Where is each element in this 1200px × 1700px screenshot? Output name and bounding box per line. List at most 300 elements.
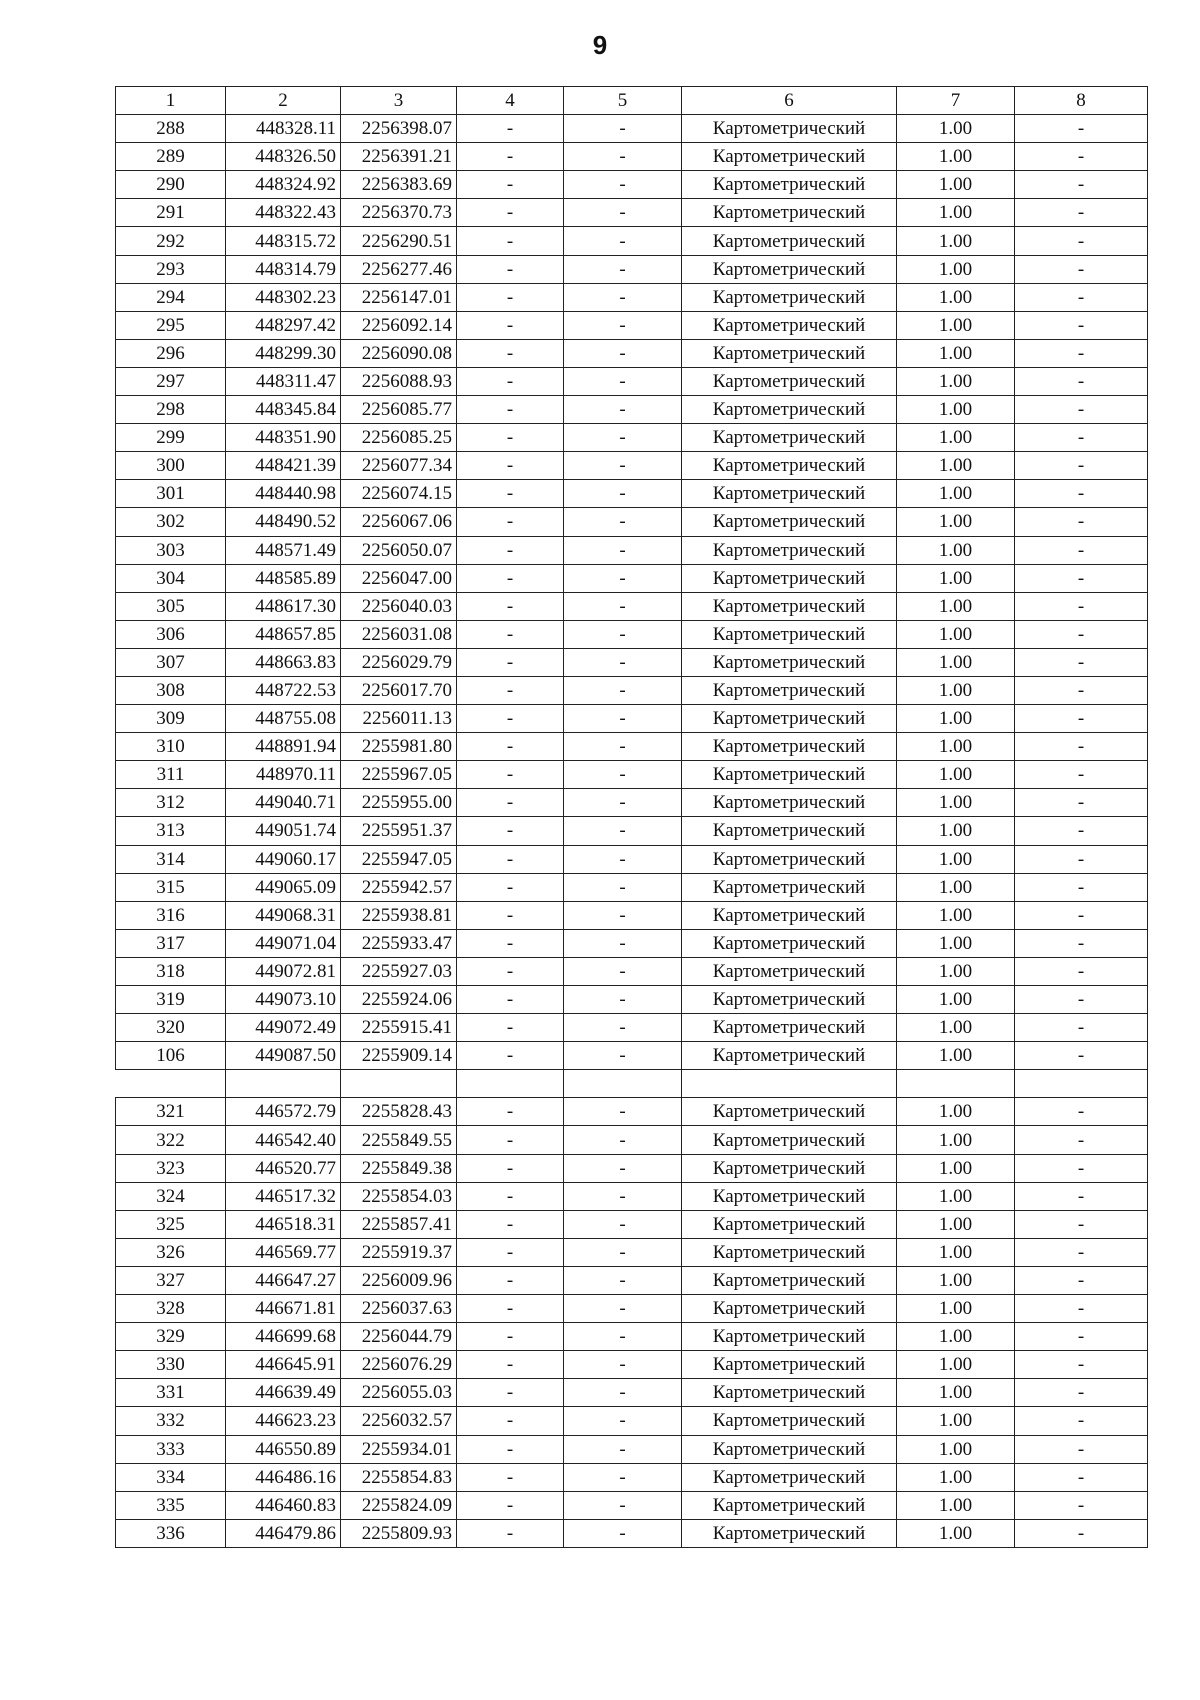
- method-cell: Картометрический: [682, 705, 897, 733]
- col-4-value-cell: -: [457, 705, 564, 733]
- point-number-cell: 306: [116, 620, 226, 648]
- method-cell: Картометрический: [682, 1379, 897, 1407]
- col-8-value-cell: -: [1015, 1042, 1148, 1070]
- point-number-cell: 325: [116, 1210, 226, 1238]
- y-coordinate-cell: 2255915.41: [341, 1014, 457, 1042]
- point-number-cell: 305: [116, 592, 226, 620]
- y-coordinate-cell: 2256050.07: [341, 536, 457, 564]
- table-row: [116, 367, 1148, 395]
- method-cell: Картометрический: [682, 1154, 897, 1182]
- y-coordinate-cell: 2255934.01: [341, 1435, 457, 1463]
- x-coordinate-cell: 448490.52: [226, 508, 341, 536]
- accuracy-cell: 1.00: [897, 901, 1015, 929]
- col-5-value-cell: -: [564, 227, 682, 255]
- col-5-value-cell: -: [564, 929, 682, 957]
- method-cell: Картометрический: [682, 1463, 897, 1491]
- col-8-value-cell: -: [1015, 480, 1148, 508]
- col-5-value-cell: -: [564, 480, 682, 508]
- point-number-cell: 291: [116, 199, 226, 227]
- point-number-cell: 298: [116, 396, 226, 424]
- method-cell: Картометрический: [682, 620, 897, 648]
- method-cell: Картометрический: [682, 227, 897, 255]
- method-cell: Картометрический: [682, 676, 897, 704]
- method-cell: Картометрический: [682, 199, 897, 227]
- col-8-value-cell: -: [1015, 227, 1148, 255]
- col-4-value-cell: -: [457, 1491, 564, 1519]
- col-5-value-cell: -: [564, 1351, 682, 1379]
- accuracy-cell: 1.00: [897, 424, 1015, 452]
- accuracy-cell: 1.00: [897, 733, 1015, 761]
- col-4-value-cell: -: [457, 143, 564, 171]
- x-coordinate-cell: 449040.71: [226, 789, 341, 817]
- accuracy-cell: 1.00: [897, 1407, 1015, 1435]
- x-coordinate-cell: 449071.04: [226, 929, 341, 957]
- accuracy-cell: 1.00: [897, 199, 1015, 227]
- col-8-value-cell: -: [1015, 1463, 1148, 1491]
- y-coordinate-cell: 2256040.03: [341, 592, 457, 620]
- method-cell: Картометрический: [682, 1491, 897, 1519]
- y-coordinate-cell: 2256398.07: [341, 115, 457, 143]
- y-coordinate-cell: 2256074.15: [341, 480, 457, 508]
- col-5-value-cell: -: [564, 1407, 682, 1435]
- col-5-value-cell: -: [564, 1126, 682, 1154]
- method-cell: Картометрический: [682, 367, 897, 395]
- point-number-cell: 296: [116, 339, 226, 367]
- col-4-value-cell: -: [457, 1266, 564, 1294]
- col-4-value-cell: -: [457, 817, 564, 845]
- empty-cell: [457, 1070, 564, 1098]
- y-coordinate-cell: 2256370.73: [341, 199, 457, 227]
- col-5-value-cell: -: [564, 171, 682, 199]
- col-5-value-cell: -: [564, 986, 682, 1014]
- accuracy-cell: 1.00: [897, 115, 1015, 143]
- x-coordinate-cell: 446550.89: [226, 1435, 341, 1463]
- x-coordinate-cell: 448617.30: [226, 592, 341, 620]
- col-4-value-cell: -: [457, 1323, 564, 1351]
- empty-cell: [897, 1070, 1015, 1098]
- col-8-value-cell: -: [1015, 171, 1148, 199]
- method-cell: Картометрический: [682, 789, 897, 817]
- accuracy-cell: 1.00: [897, 564, 1015, 592]
- x-coordinate-cell: 448328.11: [226, 115, 341, 143]
- col-4-value-cell: -: [457, 592, 564, 620]
- col-8-value-cell: -: [1015, 1266, 1148, 1294]
- col-5-value-cell: -: [564, 761, 682, 789]
- x-coordinate-cell: 448722.53: [226, 676, 341, 704]
- col-5-value-cell: -: [564, 508, 682, 536]
- accuracy-cell: 1.00: [897, 396, 1015, 424]
- col-5-value-cell: -: [564, 1154, 682, 1182]
- point-number-cell: 322: [116, 1126, 226, 1154]
- table-row: [116, 1098, 1148, 1126]
- col-8-value-cell: -: [1015, 845, 1148, 873]
- col-8-value-cell: -: [1015, 705, 1148, 733]
- method-cell: Картометрический: [682, 901, 897, 929]
- col-5-value-cell: -: [564, 143, 682, 171]
- method-cell: Картометрический: [682, 1323, 897, 1351]
- method-cell: Картометрический: [682, 1407, 897, 1435]
- x-coordinate-cell: 449060.17: [226, 845, 341, 873]
- col-5-value-cell: -: [564, 1491, 682, 1519]
- col-5-value-cell: -: [564, 424, 682, 452]
- col-8-value-cell: -: [1015, 1238, 1148, 1266]
- col-4-value-cell: -: [457, 1126, 564, 1154]
- point-number-cell: 307: [116, 648, 226, 676]
- x-coordinate-cell: 448440.98: [226, 480, 341, 508]
- accuracy-cell: 1.00: [897, 480, 1015, 508]
- col-4-value-cell: -: [457, 1098, 564, 1126]
- x-coordinate-cell: 448302.23: [226, 283, 341, 311]
- table-row: [116, 676, 1148, 704]
- y-coordinate-cell: 2255947.05: [341, 845, 457, 873]
- x-coordinate-cell: 446623.23: [226, 1407, 341, 1435]
- table-row: [116, 1126, 1148, 1154]
- accuracy-cell: 1.00: [897, 1435, 1015, 1463]
- col-4-value-cell: -: [457, 115, 564, 143]
- col-4-value-cell: -: [457, 789, 564, 817]
- col-8-value-cell: -: [1015, 1519, 1148, 1547]
- y-coordinate-cell: 2256290.51: [341, 227, 457, 255]
- point-number-cell: 331: [116, 1379, 226, 1407]
- col-8-value-cell: -: [1015, 1491, 1148, 1519]
- empty-cell: [116, 1070, 226, 1098]
- accuracy-cell: 1.00: [897, 255, 1015, 283]
- col-5-value-cell: -: [564, 339, 682, 367]
- x-coordinate-cell: 448571.49: [226, 536, 341, 564]
- col-8-value-cell: -: [1015, 1435, 1148, 1463]
- col-8-value-cell: -: [1015, 620, 1148, 648]
- method-cell: Картометрический: [682, 171, 897, 199]
- method-cell: Картометрический: [682, 845, 897, 873]
- col-4-value-cell: -: [457, 1238, 564, 1266]
- accuracy-cell: 1.00: [897, 817, 1015, 845]
- point-number-cell: 303: [116, 536, 226, 564]
- point-number-cell: 289: [116, 143, 226, 171]
- method-cell: Картометрический: [682, 255, 897, 283]
- method-cell: Картометрический: [682, 1238, 897, 1266]
- point-number-cell: 310: [116, 733, 226, 761]
- y-coordinate-cell: 2256076.29: [341, 1351, 457, 1379]
- x-coordinate-cell: 446518.31: [226, 1210, 341, 1238]
- col-8-value-cell: -: [1015, 1126, 1148, 1154]
- col-5-value-cell: -: [564, 1323, 682, 1351]
- method-cell: Картометрический: [682, 648, 897, 676]
- table-row: [116, 592, 1148, 620]
- table-row: [116, 199, 1148, 227]
- empty-cell: [564, 1070, 682, 1098]
- col-5-value-cell: -: [564, 648, 682, 676]
- header-col-4: 4: [457, 87, 564, 115]
- col-8-value-cell: -: [1015, 901, 1148, 929]
- method-cell: Картометрический: [682, 873, 897, 901]
- x-coordinate-cell: 448311.47: [226, 367, 341, 395]
- table-row: [116, 424, 1148, 452]
- point-number-cell: 321: [116, 1098, 226, 1126]
- col-4-value-cell: -: [457, 424, 564, 452]
- y-coordinate-cell: 2256044.79: [341, 1323, 457, 1351]
- col-8-value-cell: -: [1015, 1210, 1148, 1238]
- x-coordinate-cell: 448755.08: [226, 705, 341, 733]
- table-row: [116, 1238, 1148, 1266]
- table-row: [116, 339, 1148, 367]
- header-col-7: 7: [897, 87, 1015, 115]
- x-coordinate-cell: 448299.30: [226, 339, 341, 367]
- table-row: [116, 1435, 1148, 1463]
- x-coordinate-cell: 449072.81: [226, 957, 341, 985]
- point-number-cell: 304: [116, 564, 226, 592]
- point-number-cell: 323: [116, 1154, 226, 1182]
- table-row: [116, 115, 1148, 143]
- point-number-cell: 294: [116, 283, 226, 311]
- method-cell: Картометрический: [682, 283, 897, 311]
- x-coordinate-cell: 449073.10: [226, 986, 341, 1014]
- col-5-value-cell: -: [564, 1519, 682, 1547]
- col-5-value-cell: -: [564, 536, 682, 564]
- col-5-value-cell: -: [564, 1098, 682, 1126]
- method-cell: Картометрический: [682, 929, 897, 957]
- method-cell: Картометрический: [682, 592, 897, 620]
- accuracy-cell: 1.00: [897, 1351, 1015, 1379]
- col-5-value-cell: -: [564, 592, 682, 620]
- y-coordinate-cell: 2256085.77: [341, 396, 457, 424]
- col-5-value-cell: -: [564, 1435, 682, 1463]
- col-8-value-cell: -: [1015, 143, 1148, 171]
- accuracy-cell: 1.00: [897, 986, 1015, 1014]
- col-5-value-cell: -: [564, 1379, 682, 1407]
- point-number-cell: 315: [116, 873, 226, 901]
- col-5-value-cell: -: [564, 115, 682, 143]
- empty-cell: [226, 1070, 341, 1098]
- table-row: [116, 817, 1148, 845]
- y-coordinate-cell: 2256017.70: [341, 676, 457, 704]
- point-number-cell: 293: [116, 255, 226, 283]
- col-5-value-cell: -: [564, 1266, 682, 1294]
- col-8-value-cell: -: [1015, 508, 1148, 536]
- col-8-value-cell: -: [1015, 1323, 1148, 1351]
- col-4-value-cell: -: [457, 1379, 564, 1407]
- method-cell: Картометрический: [682, 957, 897, 985]
- point-number-cell: 301: [116, 480, 226, 508]
- method-cell: Картометрический: [682, 480, 897, 508]
- y-coordinate-cell: 2255955.00: [341, 789, 457, 817]
- y-coordinate-cell: 2255951.37: [341, 817, 457, 845]
- col-8-value-cell: -: [1015, 592, 1148, 620]
- x-coordinate-cell: 448351.90: [226, 424, 341, 452]
- method-cell: Картометрический: [682, 1182, 897, 1210]
- table-row: [116, 733, 1148, 761]
- y-coordinate-cell: 2255981.80: [341, 733, 457, 761]
- col-8-value-cell: -: [1015, 986, 1148, 1014]
- col-8-value-cell: -: [1015, 873, 1148, 901]
- col-4-value-cell: -: [457, 620, 564, 648]
- table-row: [116, 1295, 1148, 1323]
- col-4-value-cell: -: [457, 676, 564, 704]
- y-coordinate-cell: 2255919.37: [341, 1238, 457, 1266]
- y-coordinate-cell: 2255924.06: [341, 986, 457, 1014]
- col-4-value-cell: -: [457, 367, 564, 395]
- col-4-value-cell: -: [457, 901, 564, 929]
- method-cell: Картометрический: [682, 1435, 897, 1463]
- accuracy-cell: 1.00: [897, 648, 1015, 676]
- col-8-value-cell: -: [1015, 1351, 1148, 1379]
- col-8-value-cell: -: [1015, 1379, 1148, 1407]
- page-number: 9: [592, 30, 608, 60]
- table-row: [116, 986, 1148, 1014]
- y-coordinate-cell: 2255933.47: [341, 929, 457, 957]
- col-8-value-cell: -: [1015, 1295, 1148, 1323]
- y-coordinate-cell: 2256147.01: [341, 283, 457, 311]
- x-coordinate-cell: 446647.27: [226, 1266, 341, 1294]
- empty-cell: [341, 1070, 457, 1098]
- table-row: [116, 705, 1148, 733]
- table-row: [116, 845, 1148, 873]
- point-number-cell: 288: [116, 115, 226, 143]
- col-5-value-cell: -: [564, 873, 682, 901]
- method-cell: Картометрический: [682, 761, 897, 789]
- accuracy-cell: 1.00: [897, 957, 1015, 985]
- accuracy-cell: 1.00: [897, 1210, 1015, 1238]
- table-row: [116, 761, 1148, 789]
- x-coordinate-cell: 448345.84: [226, 396, 341, 424]
- col-5-value-cell: -: [564, 396, 682, 424]
- y-coordinate-cell: 2256029.79: [341, 648, 457, 676]
- col-8-value-cell: -: [1015, 817, 1148, 845]
- y-coordinate-cell: 2255942.57: [341, 873, 457, 901]
- col-4-value-cell: -: [457, 957, 564, 985]
- accuracy-cell: 1.00: [897, 620, 1015, 648]
- method-cell: Картометрический: [682, 311, 897, 339]
- point-number-cell: 314: [116, 845, 226, 873]
- header-col-1: 1: [116, 87, 226, 115]
- table-row: [116, 929, 1148, 957]
- col-4-value-cell: -: [457, 396, 564, 424]
- method-cell: Картометрический: [682, 115, 897, 143]
- x-coordinate-cell: 448421.39: [226, 452, 341, 480]
- y-coordinate-cell: 2256277.46: [341, 255, 457, 283]
- x-coordinate-cell: 448324.92: [226, 171, 341, 199]
- y-coordinate-cell: 2256391.21: [341, 143, 457, 171]
- point-number-cell: 311: [116, 761, 226, 789]
- header-col-3: 3: [341, 87, 457, 115]
- point-number-cell: 328: [116, 1295, 226, 1323]
- point-number-cell: 327: [116, 1266, 226, 1294]
- y-coordinate-cell: 2255828.43: [341, 1098, 457, 1126]
- accuracy-cell: 1.00: [897, 143, 1015, 171]
- point-number-cell: 332: [116, 1407, 226, 1435]
- point-number-cell: 320: [116, 1014, 226, 1042]
- col-4-value-cell: -: [457, 986, 564, 1014]
- point-number-cell: 317: [116, 929, 226, 957]
- accuracy-cell: 1.00: [897, 339, 1015, 367]
- table-row: [116, 873, 1148, 901]
- point-number-cell: 295: [116, 311, 226, 339]
- col-8-value-cell: -: [1015, 1182, 1148, 1210]
- x-coordinate-cell: 446517.32: [226, 1182, 341, 1210]
- x-coordinate-cell: 448326.50: [226, 143, 341, 171]
- y-coordinate-cell: 2255857.41: [341, 1210, 457, 1238]
- col-4-value-cell: -: [457, 845, 564, 873]
- col-5-value-cell: -: [564, 620, 682, 648]
- table-row: [116, 1491, 1148, 1519]
- method-cell: Картометрический: [682, 733, 897, 761]
- table-row: [116, 1154, 1148, 1182]
- col-4-value-cell: -: [457, 1182, 564, 1210]
- method-cell: Картометрический: [682, 1210, 897, 1238]
- col-8-value-cell: -: [1015, 424, 1148, 452]
- point-number-cell: 300: [116, 452, 226, 480]
- table-row: [116, 620, 1148, 648]
- y-coordinate-cell: 2255927.03: [341, 957, 457, 985]
- col-5-value-cell: -: [564, 367, 682, 395]
- col-4-value-cell: -: [457, 1014, 564, 1042]
- method-cell: Картометрический: [682, 1042, 897, 1070]
- col-5-value-cell: -: [564, 817, 682, 845]
- y-coordinate-cell: 2255967.05: [341, 761, 457, 789]
- col-4-value-cell: -: [457, 648, 564, 676]
- col-8-value-cell: -: [1015, 452, 1148, 480]
- point-number-cell: 334: [116, 1463, 226, 1491]
- header-col-8: 8: [1015, 87, 1148, 115]
- accuracy-cell: 1.00: [897, 761, 1015, 789]
- point-number-cell: 319: [116, 986, 226, 1014]
- col-5-value-cell: -: [564, 255, 682, 283]
- point-number-cell: 312: [116, 789, 226, 817]
- empty-cell: [682, 1070, 897, 1098]
- y-coordinate-cell: 2255854.03: [341, 1182, 457, 1210]
- accuracy-cell: 1.00: [897, 592, 1015, 620]
- x-coordinate-cell: 449087.50: [226, 1042, 341, 1070]
- accuracy-cell: 1.00: [897, 1126, 1015, 1154]
- accuracy-cell: 1.00: [897, 929, 1015, 957]
- table-row: [116, 648, 1148, 676]
- col-4-value-cell: -: [457, 255, 564, 283]
- col-4-value-cell: -: [457, 733, 564, 761]
- point-number-cell: 290: [116, 171, 226, 199]
- x-coordinate-cell: 448322.43: [226, 199, 341, 227]
- accuracy-cell: 1.00: [897, 1014, 1015, 1042]
- table-row: [116, 1463, 1148, 1491]
- x-coordinate-cell: 449072.49: [226, 1014, 341, 1042]
- col-8-value-cell: -: [1015, 676, 1148, 704]
- col-4-value-cell: -: [457, 1295, 564, 1323]
- y-coordinate-cell: 2255849.55: [341, 1126, 457, 1154]
- point-number-cell: 313: [116, 817, 226, 845]
- col-8-value-cell: -: [1015, 339, 1148, 367]
- method-cell: Картометрический: [682, 1295, 897, 1323]
- col-5-value-cell: -: [564, 1238, 682, 1266]
- col-8-value-cell: -: [1015, 1407, 1148, 1435]
- col-4-value-cell: -: [457, 311, 564, 339]
- method-cell: Картометрический: [682, 396, 897, 424]
- header-col-6: 6: [682, 87, 897, 115]
- accuracy-cell: 1.00: [897, 1323, 1015, 1351]
- accuracy-cell: 1.00: [897, 1042, 1015, 1070]
- y-coordinate-cell: 2256077.34: [341, 452, 457, 480]
- accuracy-cell: 1.00: [897, 845, 1015, 873]
- col-4-value-cell: -: [457, 452, 564, 480]
- table-row: [116, 452, 1148, 480]
- accuracy-cell: 1.00: [897, 311, 1015, 339]
- col-8-value-cell: -: [1015, 957, 1148, 985]
- table-row: [116, 536, 1148, 564]
- x-coordinate-cell: 446699.68: [226, 1323, 341, 1351]
- table-row: [116, 311, 1148, 339]
- col-4-value-cell: -: [457, 929, 564, 957]
- col-8-value-cell: -: [1015, 929, 1148, 957]
- accuracy-cell: 1.00: [897, 1266, 1015, 1294]
- col-5-value-cell: -: [564, 1210, 682, 1238]
- x-coordinate-cell: 449068.31: [226, 901, 341, 929]
